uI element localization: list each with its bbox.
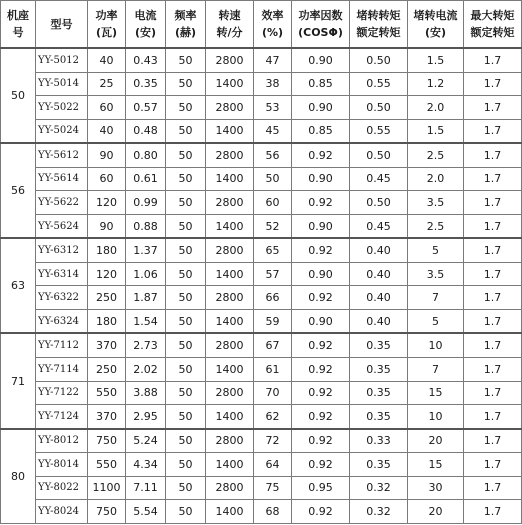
cell-eff: 68 [254,500,292,524]
cell-mt: 1.7 [464,143,522,167]
cell-lrc: 15 [408,381,464,405]
cell-model: YY-7124 [36,405,88,429]
cell-model: YY-7122 [36,381,88,405]
cell-power: 90 [88,143,126,167]
cell-mt: 1.7 [464,119,522,143]
cell-model: YY-5012 [36,48,88,72]
column-header-line: (赫) [174,26,197,39]
table-row [1,381,522,405]
cell-model: YY-5612 [36,143,88,167]
cell-current: 2.95 [126,405,166,429]
cell-mt: 1.7 [464,96,522,120]
cell-lrt: 0.32 [350,500,408,524]
column-header-lrt [350,1,408,49]
cell-power: 40 [88,119,126,143]
cell-speed: 2800 [206,333,254,357]
table-row [1,429,522,453]
cell-model: YY-8012 [36,429,88,453]
table-row [1,119,522,143]
cell-lrt: 0.50 [350,143,408,167]
cell-power: 180 [88,309,126,333]
cell-power: 180 [88,238,126,262]
cell-speed: 2800 [206,476,254,500]
cell-model: YY-7114 [36,358,88,382]
table-row [1,358,522,382]
cell-lrt: 0.33 [350,429,408,453]
cell-model: YY-8022 [36,476,88,500]
cell-power: 250 [88,286,126,310]
cell-model: YY-6324 [36,309,88,333]
frame-size-cell: 50 [1,48,36,143]
cell-lrt: 0.35 [350,381,408,405]
cell-freq: 50 [166,96,206,120]
cell-model: YY-5014 [36,72,88,96]
cell-mt: 1.7 [464,500,522,524]
cell-lrc: 1.2 [408,72,464,96]
cell-lrt: 0.40 [350,286,408,310]
table-row [1,333,522,357]
cell-lrt: 0.55 [350,119,408,143]
cell-current: 2.73 [126,333,166,357]
column-header-line: 功率因数 [298,9,343,22]
cell-model: YY-6312 [36,238,88,262]
cell-current: 0.57 [126,96,166,120]
column-header-freq [166,1,206,49]
cell-speed: 2800 [206,48,254,72]
cell-power: 60 [88,96,126,120]
cell-eff: 47 [254,48,292,72]
cell-power: 370 [88,405,126,429]
cell-lrc: 2.0 [408,167,464,191]
cell-freq: 50 [166,500,206,524]
cell-mt: 1.7 [464,262,522,286]
cell-lrt: 0.40 [350,262,408,286]
cell-lrt: 0.35 [350,405,408,429]
cell-current: 1.06 [126,262,166,286]
cell-mt: 1.7 [464,381,522,405]
cell-current: 0.35 [126,72,166,96]
cell-pf: 0.92 [292,500,350,524]
cell-eff: 53 [254,96,292,120]
cell-freq: 50 [166,214,206,238]
cell-eff: 64 [254,453,292,477]
cell-lrt: 0.45 [350,167,408,191]
cell-model: YY-6322 [36,286,88,310]
cell-pf: 0.92 [292,191,350,215]
cell-mt: 1.7 [464,214,522,238]
cell-power: 120 [88,191,126,215]
column-header-current [126,1,166,49]
cell-model: YY-5024 [36,119,88,143]
cell-eff: 52 [254,214,292,238]
cell-power: 370 [88,333,126,357]
cell-lrt: 0.32 [350,476,408,500]
column-header-line: 机座 [7,9,29,22]
cell-lrc: 20 [408,500,464,524]
cell-pf: 0.90 [292,214,350,238]
cell-pf: 0.92 [292,333,350,357]
cell-mt: 1.7 [464,286,522,310]
cell-speed: 2800 [206,143,254,167]
column-header-mt [464,1,522,49]
cell-speed: 1400 [206,405,254,429]
cell-mt: 1.7 [464,476,522,500]
cell-pf: 0.92 [292,453,350,477]
cell-pf: 0.90 [292,262,350,286]
cell-speed: 2800 [206,96,254,120]
cell-current: 0.43 [126,48,166,72]
column-header-eff [254,1,292,49]
cell-lrt: 0.35 [350,358,408,382]
column-header-lrc [408,1,464,49]
cell-eff: 62 [254,405,292,429]
cell-eff: 75 [254,476,292,500]
cell-speed: 1400 [206,167,254,191]
table-row [1,500,522,524]
table-row [1,238,522,262]
cell-pf: 0.90 [292,48,350,72]
cell-pf: 0.92 [292,238,350,262]
cell-power: 750 [88,429,126,453]
cell-eff: 66 [254,286,292,310]
cell-model: YY-5614 [36,167,88,191]
cell-speed: 2800 [206,381,254,405]
cell-lrc: 15 [408,453,464,477]
cell-current: 4.34 [126,453,166,477]
table-row [1,453,522,477]
cell-power: 550 [88,453,126,477]
cell-current: 5.24 [126,429,166,453]
cell-freq: 50 [166,72,206,96]
cell-current: 0.80 [126,143,166,167]
cell-speed: 1400 [206,262,254,286]
column-header-line: 堵转转矩 [356,9,401,22]
column-header-line: 频率 [174,9,197,22]
cell-power: 40 [88,48,126,72]
cell-model: YY-6314 [36,262,88,286]
cell-freq: 50 [166,453,206,477]
cell-mt: 1.7 [464,167,522,191]
cell-lrc: 5 [408,238,464,262]
cell-pf: 0.85 [292,119,350,143]
column-header-line: (COSΦ) [298,26,343,39]
cell-speed: 2800 [206,429,254,453]
cell-power: 1100 [88,476,126,500]
cell-current: 1.37 [126,238,166,262]
cell-power: 25 [88,72,126,96]
cell-current: 2.02 [126,358,166,382]
column-header-line: 堵转电流 [413,9,458,22]
cell-eff: 38 [254,72,292,96]
cell-mt: 1.7 [464,405,522,429]
cell-current: 0.48 [126,119,166,143]
column-header-pf [292,1,350,49]
cell-lrt: 0.55 [350,72,408,96]
cell-power: 550 [88,381,126,405]
cell-model: YY-8014 [36,453,88,477]
cell-mt: 1.7 [464,358,522,382]
cell-pf: 0.92 [292,381,350,405]
cell-current: 1.54 [126,309,166,333]
column-header-line: 电流 [134,9,157,22]
cell-model: YY-8024 [36,500,88,524]
cell-eff: 65 [254,238,292,262]
cell-pf: 0.92 [292,405,350,429]
cell-lrc: 2.5 [408,143,464,167]
table-row [1,286,522,310]
cell-eff: 70 [254,381,292,405]
cell-current: 5.54 [126,500,166,524]
cell-speed: 2800 [206,191,254,215]
cell-speed: 1400 [206,309,254,333]
cell-lrc: 1.5 [408,48,464,72]
column-header-line: 号 [12,26,24,39]
cell-freq: 50 [166,476,206,500]
cell-lrt: 0.40 [350,238,408,262]
table-row [1,309,522,333]
cell-lrc: 3.5 [408,191,464,215]
cell-pf: 0.92 [292,429,350,453]
cell-speed: 1400 [206,453,254,477]
table-row [1,48,522,72]
cell-lrt: 0.35 [350,453,408,477]
cell-freq: 50 [166,429,206,453]
cell-freq: 50 [166,262,206,286]
frame-size-cell: 56 [1,143,36,238]
column-header-line: 额定转矩 [470,26,515,39]
cell-model: YY-5022 [36,96,88,120]
cell-eff: 50 [254,167,292,191]
cell-mt: 1.7 [464,309,522,333]
cell-mt: 1.7 [464,453,522,477]
cell-freq: 50 [166,119,206,143]
cell-freq: 50 [166,191,206,215]
cell-mt: 1.7 [464,333,522,357]
cell-speed: 1400 [206,119,254,143]
column-header-power [88,1,126,49]
cell-lrc: 3.5 [408,262,464,286]
cell-power: 250 [88,358,126,382]
cell-lrt: 0.35 [350,333,408,357]
table-body [1,48,522,524]
cell-speed: 2800 [206,238,254,262]
cell-power: 90 [88,214,126,238]
column-header-line: 最大转矩 [470,9,515,22]
table-row [1,96,522,120]
cell-mt: 1.7 [464,429,522,453]
cell-freq: 50 [166,309,206,333]
table-header [1,1,522,49]
cell-lrc: 2.5 [408,214,464,238]
cell-pf: 0.95 [292,476,350,500]
cell-power: 120 [88,262,126,286]
cell-pf: 0.92 [292,358,350,382]
cell-lrc: 2.0 [408,96,464,120]
cell-speed: 1400 [206,500,254,524]
cell-freq: 50 [166,405,206,429]
cell-current: 0.61 [126,167,166,191]
table-row [1,143,522,167]
cell-freq: 50 [166,286,206,310]
cell-power: 750 [88,500,126,524]
cell-pf: 0.90 [292,167,350,191]
column-header-model [36,1,88,49]
cell-eff: 61 [254,358,292,382]
frame-size-cell: 63 [1,238,36,333]
cell-model: YY-5624 [36,214,88,238]
cell-eff: 67 [254,333,292,357]
cell-lrc: 10 [408,333,464,357]
column-header-line: 转速 [218,9,241,22]
cell-pf: 0.92 [292,286,350,310]
cell-freq: 50 [166,358,206,382]
cell-eff: 45 [254,119,292,143]
cell-freq: 50 [166,381,206,405]
table-row [1,405,522,429]
cell-lrc: 30 [408,476,464,500]
cell-model: YY-5622 [36,191,88,215]
cell-lrt: 0.50 [350,48,408,72]
cell-lrc: 20 [408,429,464,453]
column-header-frame [1,1,36,49]
cell-freq: 50 [166,143,206,167]
cell-speed: 2800 [206,286,254,310]
cell-lrc: 5 [408,309,464,333]
cell-lrt: 0.50 [350,96,408,120]
cell-lrc: 10 [408,405,464,429]
cell-lrt: 0.40 [350,309,408,333]
table-row [1,191,522,215]
cell-current: 0.99 [126,191,166,215]
cell-lrc: 7 [408,358,464,382]
table-row [1,72,522,96]
cell-mt: 1.7 [464,72,522,96]
column-header-line: (安) [134,26,157,39]
frame-size-cell: 71 [1,333,36,428]
cell-speed: 1400 [206,72,254,96]
column-header-line: (瓦) [95,26,118,39]
cell-freq: 50 [166,238,206,262]
table-row [1,476,522,500]
cell-freq: 50 [166,48,206,72]
cell-current: 7.11 [126,476,166,500]
cell-freq: 50 [166,167,206,191]
cell-lrc: 1.5 [408,119,464,143]
cell-current: 3.88 [126,381,166,405]
column-header-speed [206,1,254,49]
column-header-line: 型号 [50,17,73,31]
cell-current: 1.87 [126,286,166,310]
column-header-line: 额定转矩 [356,26,401,39]
cell-pf: 0.92 [292,143,350,167]
cell-eff: 57 [254,262,292,286]
cell-mt: 1.7 [464,238,522,262]
cell-current: 0.88 [126,214,166,238]
cell-mt: 1.7 [464,191,522,215]
column-header-line: 效率 [261,9,284,22]
frame-size-cell: 80 [1,429,36,524]
column-header-line: 转/分 [216,26,243,39]
cell-mt: 1.7 [464,48,522,72]
cell-eff: 72 [254,429,292,453]
cell-freq: 50 [166,333,206,357]
column-header-line: 功率 [95,9,118,22]
cell-eff: 60 [254,191,292,215]
cell-power: 60 [88,167,126,191]
cell-eff: 59 [254,309,292,333]
cell-lrc: 7 [408,286,464,310]
cell-speed: 1400 [206,214,254,238]
column-header-line: (%) [261,26,284,39]
cell-lrt: 0.50 [350,191,408,215]
cell-model: YY-7112 [36,333,88,357]
cell-pf: 0.85 [292,72,350,96]
cell-speed: 1400 [206,358,254,382]
table-row [1,262,522,286]
header-row [1,1,522,49]
cell-pf: 0.90 [292,96,350,120]
table-row [1,214,522,238]
cell-lrt: 0.45 [350,214,408,238]
column-header-line: (安) [424,26,447,39]
cell-pf: 0.90 [292,309,350,333]
cell-eff: 56 [254,143,292,167]
table-row [1,167,522,191]
